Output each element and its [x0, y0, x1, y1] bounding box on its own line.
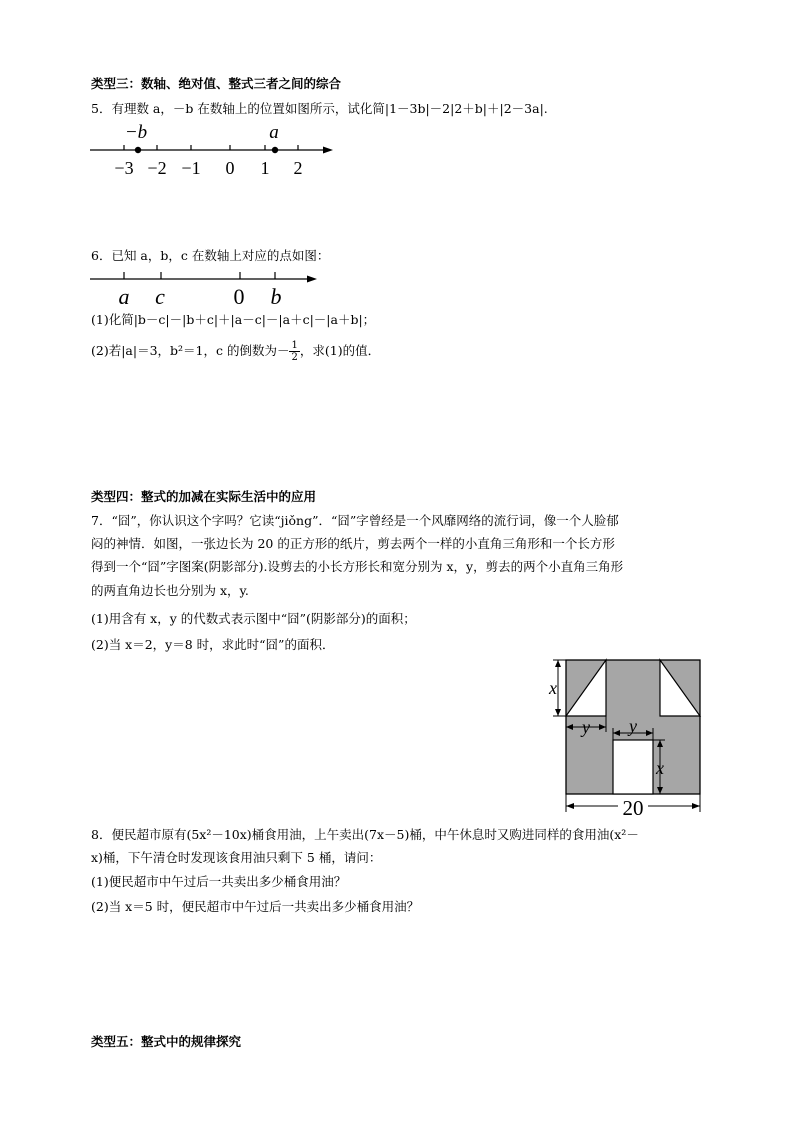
question-8-part2: (2)当 x＝5 时，便民超市中午过后一共卖出多少桶食用油？ — [91, 899, 420, 914]
question-6-text: 6．已知 a，b，c 在数轴上对应的点如图： — [91, 248, 330, 263]
section-heading-type4: 类型四：整式的加减在实际生活中的应用 — [91, 489, 317, 504]
tick-label-1: 1 — [260, 158, 270, 178]
number-line-q5 — [85, 120, 345, 182]
fraction-one-half — [289, 340, 299, 363]
question-5-text: 5．有理数 a，－b 在数轴上的位置如图所示，试化简|1－3b|－2|2＋b|＋|2－3a|. — [91, 101, 548, 116]
question-7-line1: 7．“囧”，你认识这个字吗？它读“jiǒng”．“囧”字曾经是一个风靡网络的流行词，像一个人脸郁 — [91, 513, 619, 528]
question-7-line3: 得到一个“囧”字图案(阴影部分).设剪去的小长方形长和宽分别为 x，y，剪去的两个小直角三角形 — [91, 559, 624, 574]
question-6-part1: (1)化简|b－c|－|b＋c|＋|a－c|－|a＋c|－|a＋b|； — [91, 312, 376, 327]
jiong-figure — [548, 654, 708, 822]
question-7-line2: 闷的神情．如图，一张边长为 20 的正方形的纸片，剪去两个一样的小直角三角形和一个长方形 — [91, 536, 615, 551]
section-heading-type3: 类型三：数轴、绝对值、整式三者之间的综合 — [91, 76, 342, 91]
fraction-numerator: 1 — [291, 340, 298, 351]
tick-label-neg2: −2 — [147, 158, 167, 178]
axis-arrow — [307, 276, 317, 283]
tick-label-2: 2 — [293, 158, 303, 178]
label-y-mid: y — [629, 716, 637, 736]
point-a — [272, 147, 278, 153]
label-c: c — [155, 284, 165, 309]
label-0: 0 — [233, 284, 245, 309]
part2-prefix: (2)若|a|＝3，b²＝1，c 的倒数为－ — [91, 343, 290, 358]
fraction-denominator: 2 — [291, 352, 298, 363]
question-8-part1: (1)便民超市中午过后一共卖出多少桶食用油？ — [91, 874, 347, 889]
label-a: a — [118, 284, 130, 309]
tick-label-0: 0 — [225, 158, 235, 178]
label-neg-b: −b — [124, 122, 148, 143]
point-neg-b — [135, 147, 141, 153]
label-y-left: y — [582, 717, 590, 737]
label-a: a — [269, 122, 279, 143]
label-b: b — [270, 284, 282, 309]
part2-suffix: ，求(1)的值． — [299, 343, 381, 358]
section-heading-type5: 类型五：整式中的规律探究 — [91, 1034, 242, 1049]
question-8-line1: 8．便民超市原有(5x²－10x)桶食用油，上午卖出(7x－5)桶，中午休息时又购进同样的食用油(x²－ — [91, 827, 639, 842]
label-side-20: 20 — [622, 796, 644, 820]
question-7-part1: (1)用含有 x，y 的代数式表示图中“囧”(阴影部分)的面积； — [91, 611, 416, 626]
question-7-line4: 的两直角边长也分别为 x，y. — [91, 583, 249, 598]
axis-arrow — [323, 147, 333, 154]
question-7-part2: (2)当 x＝2，y＝8 时，求此时“囧”的面积． — [91, 637, 335, 652]
tick-label-neg3: −3 — [114, 158, 134, 178]
label-x-left: x — [549, 678, 557, 698]
cut-rectangle — [613, 740, 653, 794]
question-8-line2: x)桶，下午清仓时发现该食用油只剩下 5 桶，请问： — [91, 850, 382, 865]
number-line-q6 — [85, 268, 325, 310]
label-x-right: x — [656, 758, 664, 778]
tick-label-neg1: −1 — [181, 158, 201, 178]
question-6-part2 — [91, 340, 380, 363]
